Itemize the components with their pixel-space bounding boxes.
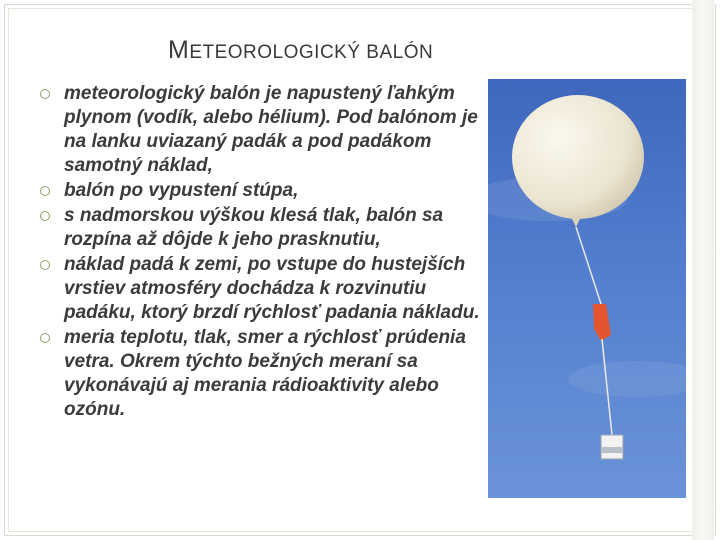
bullet-circle-icon [40,333,50,343]
bullet-item [40,253,490,325]
bullet-circle-icon [40,211,50,221]
bullet-text: náklad padá k zemi, po vstupe do hustejších vrstiev atmosféry dochádza k rozvinutiu padáku, ktorý brzdí rýchlosť padania nákladu. [64,254,480,323]
bullet-list [40,82,490,423]
bullet-text: balón po vypustení stúpa, [64,180,299,201]
balloon-photo-svg [488,79,686,498]
bullet-circle-icon [40,186,50,196]
bullet-item [40,326,490,422]
slide-title-rest: ETEOROLOGICKÝ BALÓN [189,42,434,63]
bullet-text: meria teplotu, tlak, smer a rýchlosť prúdenia vetra. Okrem týchto bežných meraní sa vykonávajú aj merania rádioaktivity alebo ozónu. [64,327,466,420]
slide-title-first-letter: M [168,36,190,64]
bullet-item [40,82,490,178]
balloon-photo [488,79,686,498]
bullet-item [40,204,490,252]
bullet-text: s nadmorskou výškou klesá tlak, balón sa rozpína až dôjde k jeho prasknutiu, [64,205,444,250]
bullet-item [40,179,490,203]
payload-band [601,447,623,453]
bullet-text: meteorologický balón je napustený ľahkým plynom (vodík, alebo hélium). Pod balónom je na lanku uviazaný padák a pod padákom samotný náklad, [64,83,478,176]
balloon-icon [512,95,644,219]
bullet-circle-icon [40,260,50,270]
slide-title [168,36,433,65]
bullet-circle-icon [40,89,50,99]
decorative-side-bar [692,0,714,540]
